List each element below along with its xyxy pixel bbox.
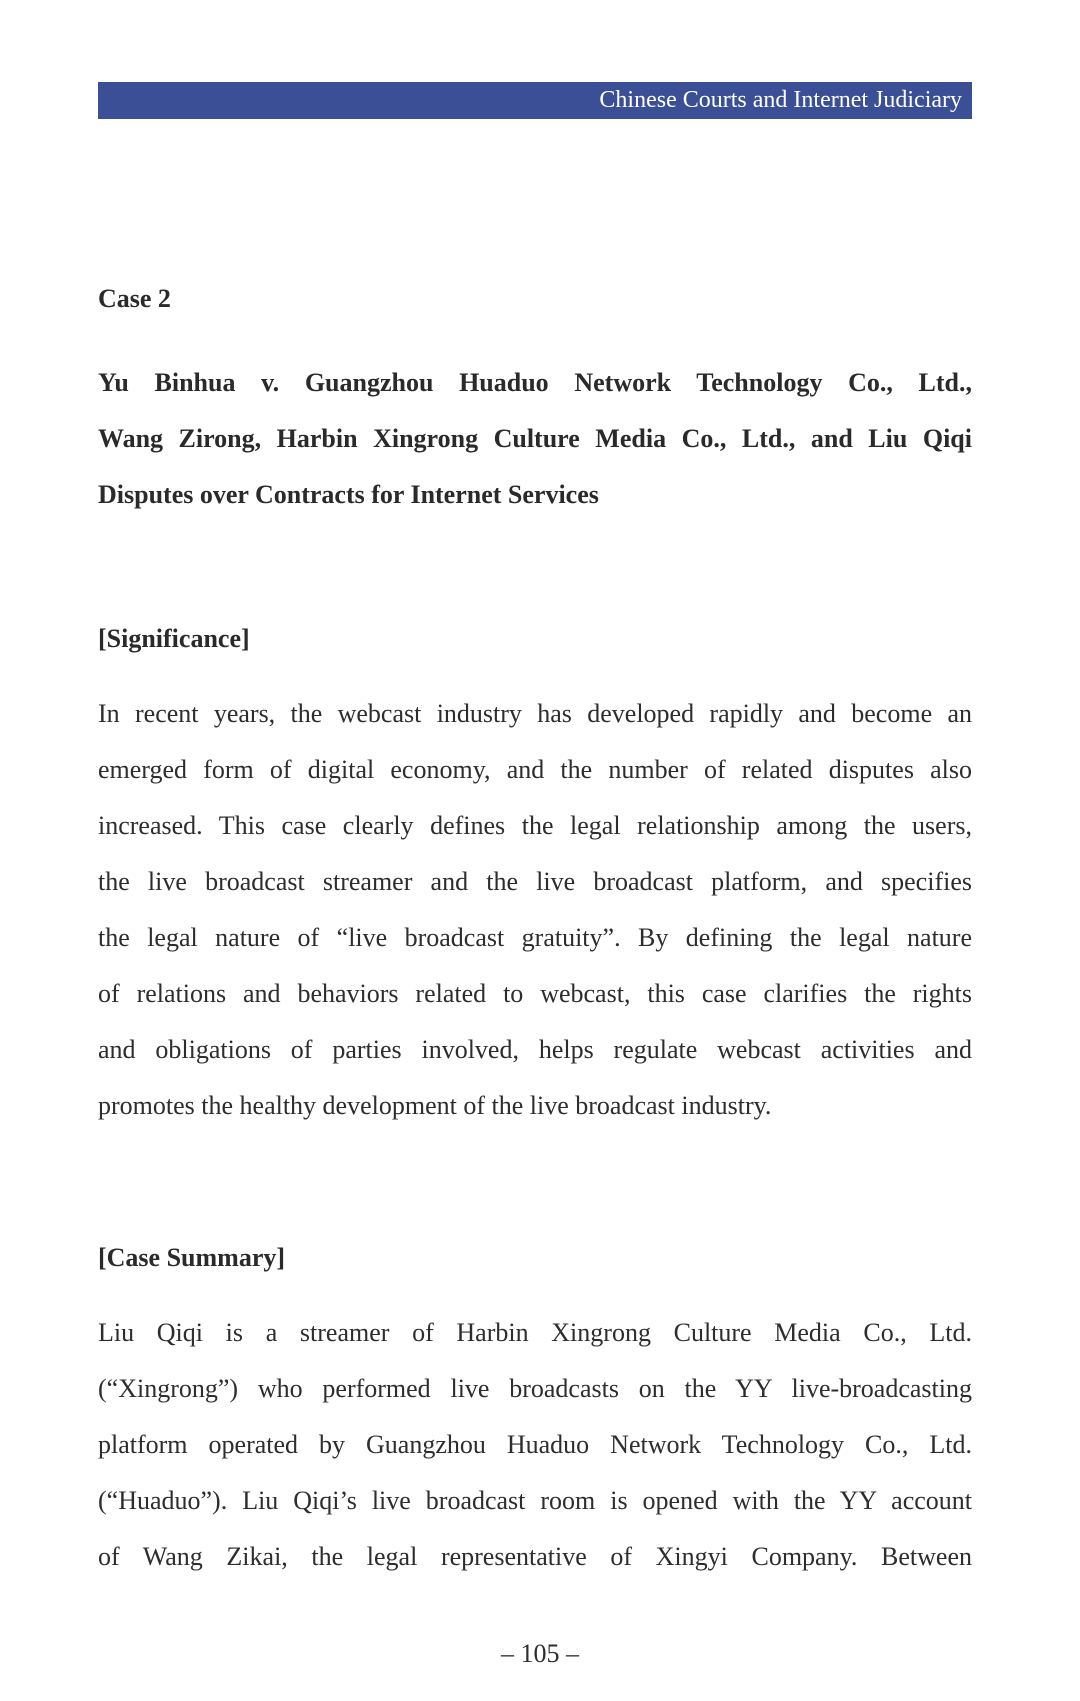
paragraph-line: of Wang Zikai, the legal representative of Xingyi Company. Between (98, 1542, 972, 1571)
case-summary-heading: [Case Summary] (98, 1243, 286, 1272)
paragraph-line: In recent years, the webcast industry has developed rapidly and become an (98, 699, 972, 728)
paragraph-line: and obligations of parties involved, helps regulate webcast activities and (98, 1035, 972, 1064)
paragraph-line: the legal nature of “live broadcast gratuity”. By defining the legal nature (98, 923, 972, 952)
paragraph-line: (“Xingrong”) who performed live broadcasts on the YY live-broadcasting (98, 1374, 972, 1403)
paragraph-line: emerged form of digital economy, and the number of related disputes also (98, 755, 972, 784)
case-summary-paragraph (98, 1305, 972, 1585)
paragraph-line: (“Huaduo”). Liu Qiqi’s live broadcast room is opened with the YY account (98, 1486, 972, 1515)
page-number: – 105 – (501, 1639, 579, 1668)
paragraph-line: Liu Qiqi is a streamer of Harbin Xingrong Culture Media Co., Ltd. (98, 1318, 972, 1347)
paragraph-line: promotes the healthy development of the live broadcast industry. (98, 1091, 772, 1120)
case-title (98, 355, 972, 523)
running-header-band (98, 82, 972, 119)
paragraph-line: of relations and behaviors related to webcast, this case clarifies the rights (98, 979, 972, 1008)
paragraph-line: the live broadcast streamer and the live broadcast platform, and specifies (98, 867, 972, 896)
paragraph-line: platform operated by Guangzhou Huaduo Network Technology Co., Ltd. (98, 1430, 972, 1459)
case-title-line: Wang Zirong, Harbin Xingrong Culture Media Co., Ltd., and Liu Qiqi (98, 424, 972, 453)
case-title-line: Yu Binhua v. Guangzhou Huaduo Network Technology Co., Ltd., (98, 368, 972, 397)
paragraph-line: increased. This case clearly defines the legal relationship among the users, (98, 811, 972, 840)
case-label: Case 2 (98, 284, 171, 313)
running-header-title: Chinese Courts and Internet Judiciary (599, 87, 962, 113)
significance-heading: [Significance] (98, 624, 250, 653)
case-title-line: Disputes over Contracts for Internet Services (98, 480, 599, 509)
significance-paragraph (98, 686, 972, 1134)
